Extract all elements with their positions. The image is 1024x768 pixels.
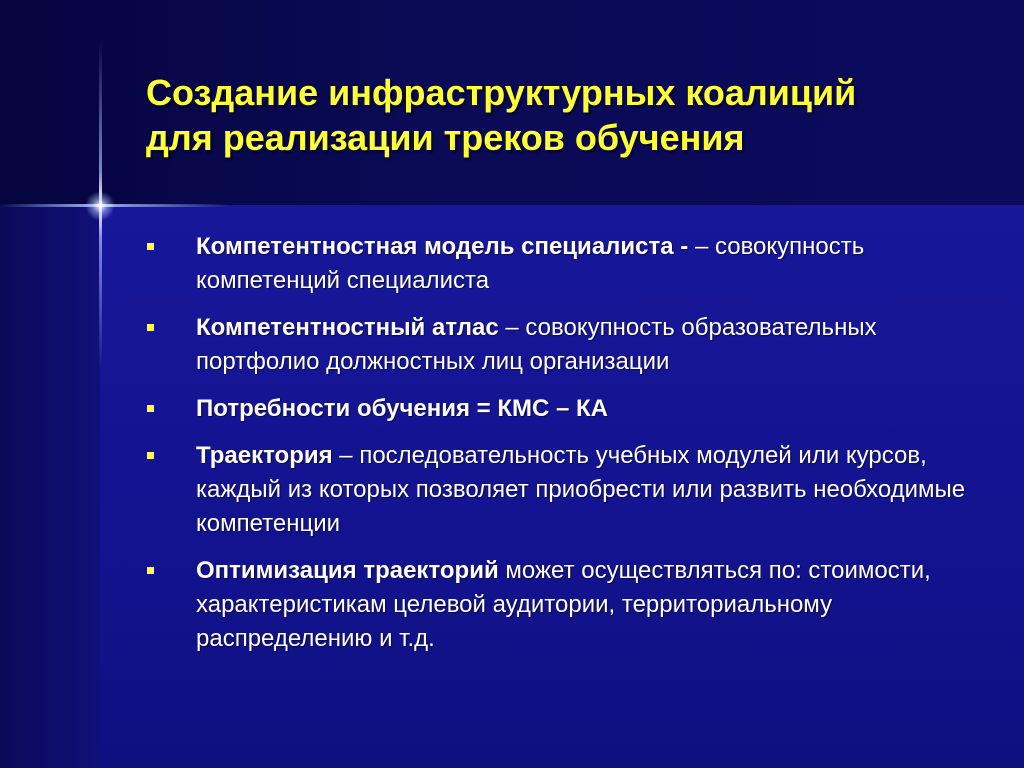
square-bullet-icon [147, 243, 154, 250]
slide-title-line-1: Создание инфраструктурных коалиций [146, 72, 857, 113]
square-bullet-icon [147, 324, 154, 331]
bullet-item-trajectory [140, 439, 980, 541]
bullet-definition: может осуществляться по: стоимости, характеристикам целевой аудитории, территориальному распределению и т.д. [196, 557, 931, 652]
bullet-definition: – совокупность компетенций специалиста [196, 233, 865, 294]
bullet-list [140, 230, 980, 669]
bullet-item-competence-atlas [140, 311, 980, 379]
bullet-term: Компетентностный атлас [196, 314, 499, 341]
bullet-item-training-needs [140, 392, 980, 426]
slide-title [146, 70, 996, 160]
bullet-item-competence-model [140, 230, 980, 298]
bullet-term: Компетентностная модель специалиста - [196, 233, 695, 260]
light-flare-horizontal [0, 204, 230, 207]
square-bullet-icon [147, 567, 154, 574]
square-bullet-icon [147, 405, 154, 412]
slide-title-line-2: для реализации треков обучения [146, 117, 745, 158]
bullet-item-trajectory-optimization [140, 554, 980, 656]
light-flare-glow [85, 191, 115, 221]
bullet-term: Потребности обучения = КМС – КА [196, 395, 608, 422]
bullet-term: Траектория [196, 442, 333, 469]
left-band [0, 205, 100, 768]
bullet-definition: – последовательность учебных модулей или курсов, каждый из которых позволяет приобрести или развить необходимые компетенции [196, 442, 966, 537]
square-bullet-icon [147, 452, 154, 459]
bullet-definition: – совокупность образовательных портфолио должностных лиц организации [196, 314, 877, 375]
bullet-term: Оптимизация траекторий [196, 557, 499, 584]
